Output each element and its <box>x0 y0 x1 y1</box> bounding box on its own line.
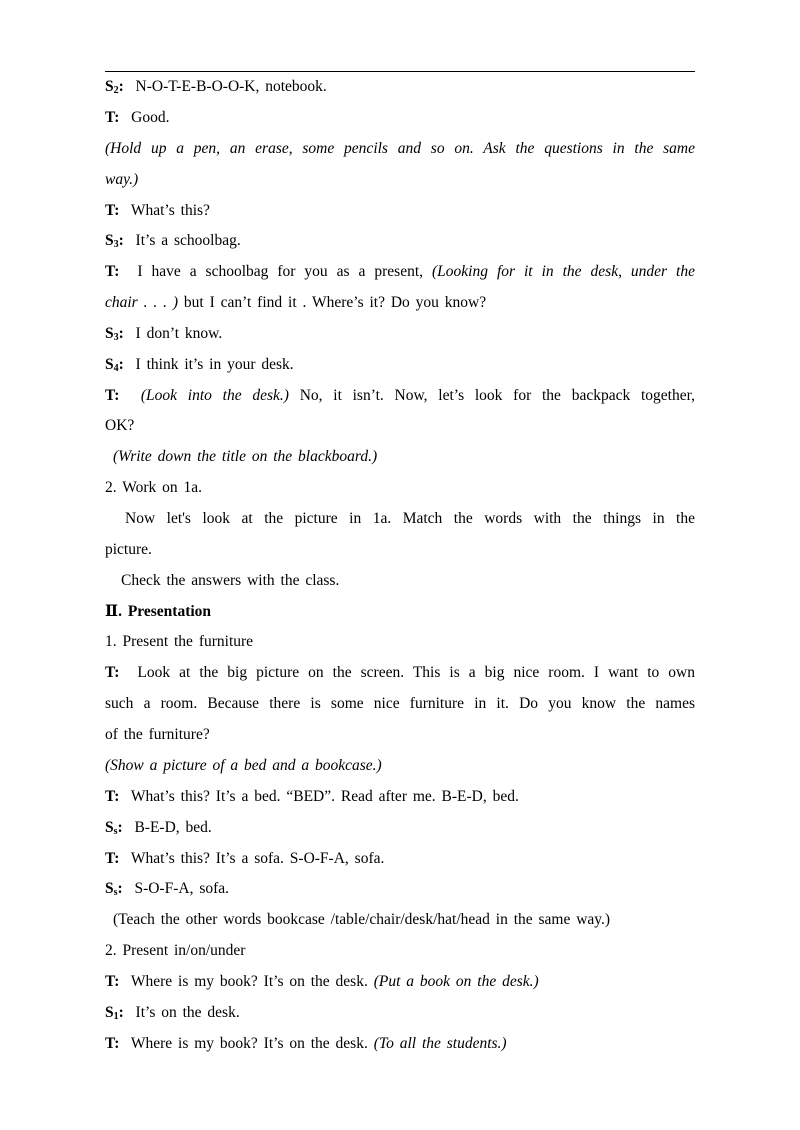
speaker-label: $S_s$: <box>105 819 123 837</box>
dialogue-line: $S_s$: B-E-D, bed. <box>105 819 212 837</box>
dialogue-line: T: (Look into the desk.) No, it isn’t. Now, let’s look for the backpack together, <box>105 387 695 404</box>
dialogue-line: T: What’s this? It’s a sofa. S-O-F-A, sofa. <box>105 850 385 867</box>
stage-direction: (Show a picture of a bed and a bookcase.) <box>105 757 382 774</box>
speaker-label: $S_3$: <box>105 325 124 343</box>
dialogue-line: $S_2$: N-O-T-E-B-O-O-K, notebook. <box>105 78 327 96</box>
dialogue-line: $S_3$: It’s a schoolbag. <box>105 232 241 250</box>
speaker-label: T: <box>105 664 120 681</box>
stage-direction: (To all the students.) <box>373 1035 507 1052</box>
stage-direction: (Hold up a pen, an erase, some pencils and so on. Ask the questions in the same <box>105 140 695 157</box>
dialogue-line: OK? <box>105 417 135 434</box>
dialogue-line: $S_1$: It’s on the desk. <box>105 1004 240 1022</box>
speaker-label: T: <box>105 109 120 126</box>
stage-direction: chair . . . ) <box>105 294 179 311</box>
step-heading: 2. Work on 1a. <box>105 479 203 496</box>
step-heading: 2. Present in/on/under <box>105 942 246 959</box>
paragraph-line: Check the answers with the class. <box>121 572 340 589</box>
stage-direction: (Looking for it in the desk, under the <box>432 263 695 280</box>
dialogue-line: $S_s$: S-O-F-A, sofa. <box>105 880 230 898</box>
paragraph-line: (Teach the other words bookcase /table/chair/desk/hat/head in the same way.) <box>113 911 611 928</box>
paragraph-line: such a room. Because there is some nice furniture in it. Do you know the names <box>105 695 695 712</box>
dialogue-line: $S_3$: I don’t know. <box>105 325 223 343</box>
section-heading: Ⅱ. Presentation <box>105 603 212 620</box>
speaker-label: $S_4$: <box>105 356 124 374</box>
dialogue-line: T: Where is my book? It’s on the desk. (To all the students.) <box>105 1035 507 1052</box>
speaker-label: T: <box>105 387 120 404</box>
step-heading: 1. Present the furniture <box>105 633 254 650</box>
stage-direction: way.) <box>105 171 139 188</box>
stage-direction: (Put a book on the desk.) <box>373 973 539 990</box>
paragraph-line: Now let's look at the picture in 1a. Match the words with the things in the <box>125 510 695 527</box>
paragraph-line: of the furniture? <box>105 726 210 743</box>
speaker-label: T: <box>105 850 120 867</box>
speaker-label: T: <box>105 202 120 219</box>
dialogue-line: $S_4$: I think it’s in your desk. <box>105 356 294 374</box>
dialogue-line: T: What’s this? <box>105 202 210 219</box>
dialogue-line: T: Look at the big picture on the screen. This is a big nice room. I want to own <box>105 664 695 681</box>
speaker-label: T: <box>105 788 120 805</box>
dialogue-line: T: Good. <box>105 109 170 126</box>
dialogue-line: T: Where is my book? It’s on the desk. (Put a book on the desk.) <box>105 973 539 990</box>
stage-direction: (Write down the title on the blackboard.) <box>113 448 378 465</box>
speaker-label: T: <box>105 1035 120 1052</box>
speaker-label: $S_3$: <box>105 232 124 250</box>
paragraph-line: picture. <box>105 541 152 558</box>
header-rule <box>105 71 695 72</box>
speaker-label: T: <box>105 973 120 990</box>
dialogue-line: chair . . . ) but I can’t find it . Where’s it? Do you know? <box>105 294 487 311</box>
speaker-label: $S_s$: <box>105 880 123 898</box>
dialogue-line: T: What’s this? It’s a bed. “BED”. Read after me. B-E-D, bed. <box>105 788 519 805</box>
speaker-label: $S_1$: <box>105 1004 124 1022</box>
speaker-label: $S_2$: <box>105 78 124 96</box>
dialogue-line: T: I have a schoolbag for you as a present, (Looking for it in the desk, under the <box>105 263 695 280</box>
speaker-label: T: <box>105 263 120 280</box>
stage-direction: (Look into the desk.) <box>140 387 289 404</box>
